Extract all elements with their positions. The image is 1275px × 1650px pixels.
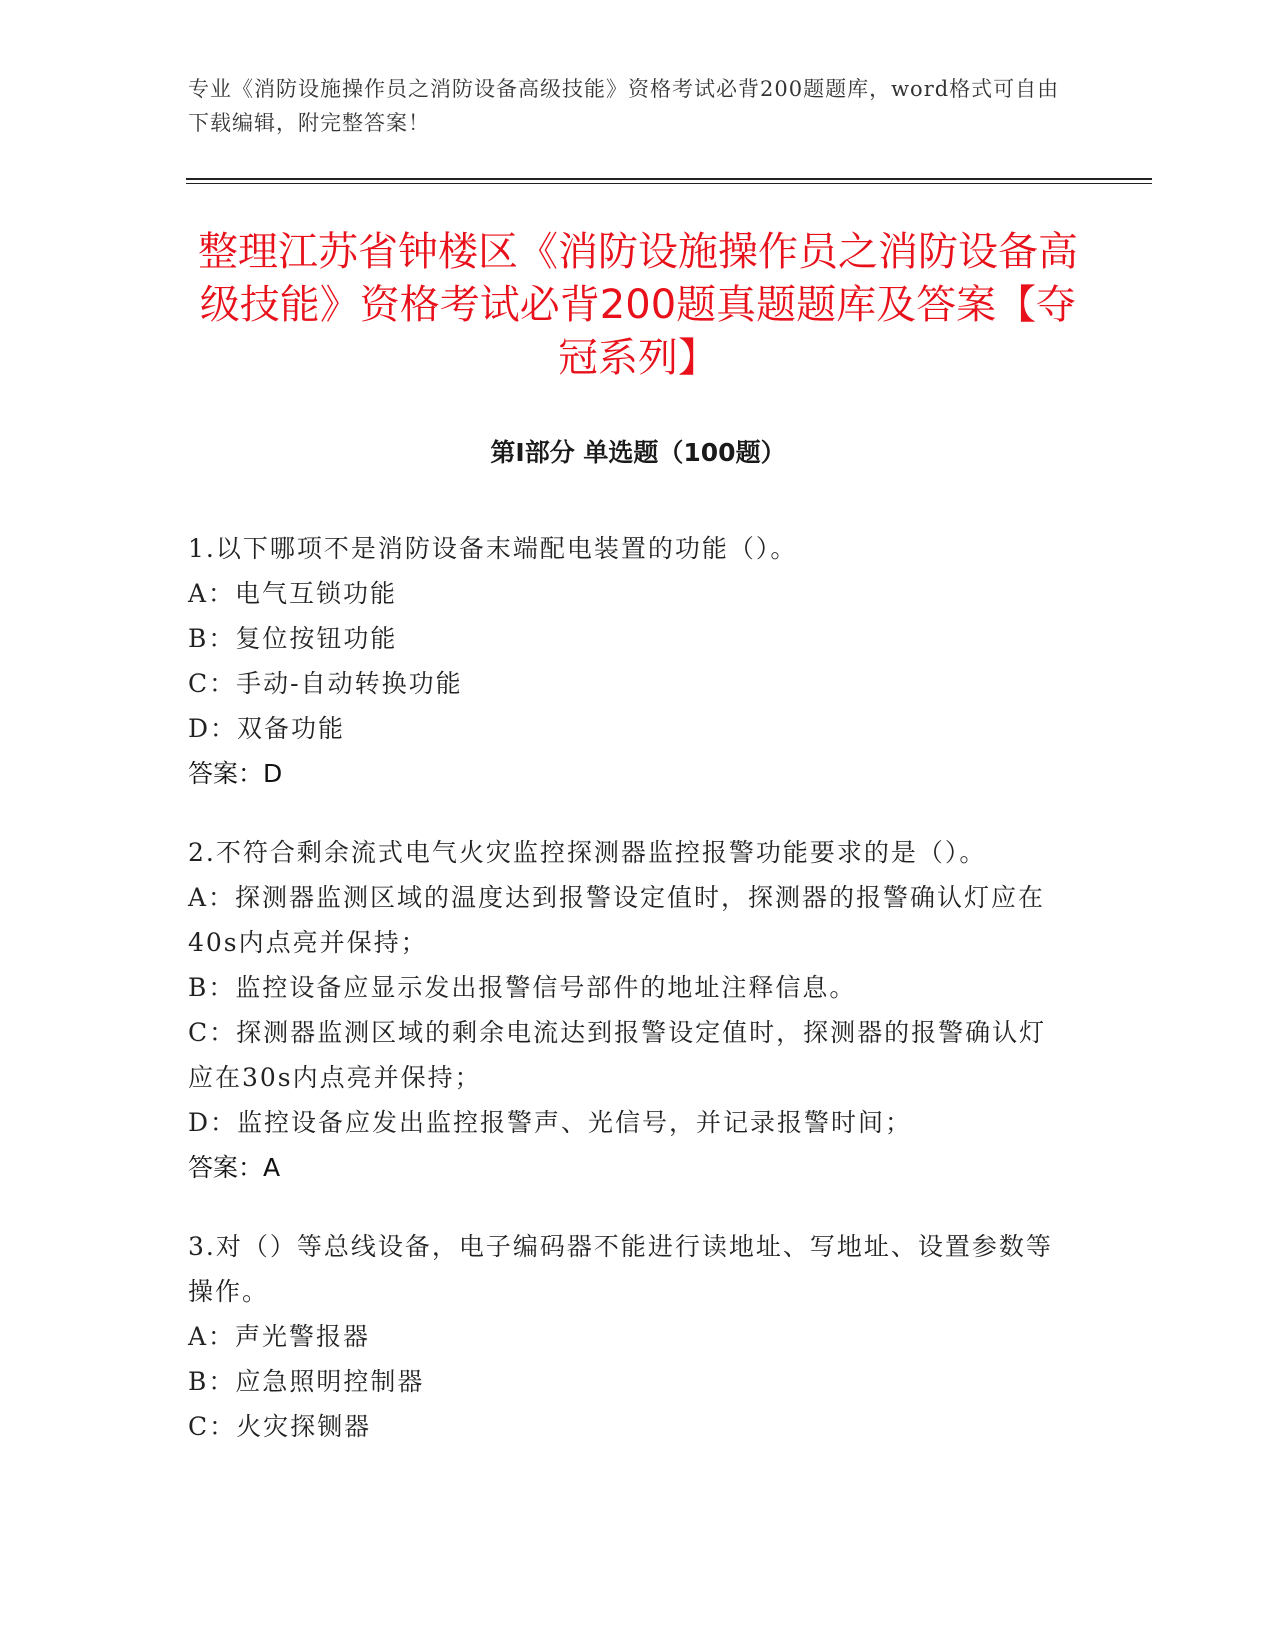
question-stem: 1.以下哪项不是消防设备末端配电装置的功能（）。: [188, 534, 798, 563]
option-c: C：探测器监测区域的剩余电流达到报警设定值时，探测器的报警确认灯应在30s内点亮并保持；: [188, 1018, 1047, 1092]
option-b: B：应急照明控制器: [188, 1367, 425, 1396]
question-2: [188, 830, 1068, 1190]
option-d: D：双备功能: [188, 714, 346, 743]
document-title: 整理江苏省钟楼区《消防设施操作员之消防设备高级技能》资格考试必背200题真题题库及答案【夺冠系列】: [198, 229, 1078, 381]
header-rule-thin: [186, 183, 1152, 184]
option-a: A：声光警报器: [188, 1322, 371, 1351]
question-3: [188, 1224, 1068, 1449]
answer-line: 答案：A: [188, 1153, 281, 1182]
header-rule-thick: [186, 178, 1152, 180]
option-d: D：监控设备应发出监控报警声、光信号，并记录报警时间；: [188, 1108, 913, 1137]
header-note: 专业《消防设施操作员之消防设备高级技能》资格考试必背200题题库，word格式可自由下载编辑，附完整答案！: [188, 77, 1060, 135]
question-stem: 3.对（）等总线设备，电子编码器不能进行读地址、写地址、设置参数等操作。: [188, 1232, 1053, 1306]
question-1: [188, 526, 1068, 796]
option-b: B：复位按钮功能: [188, 624, 398, 653]
option-a: A：电气互锁功能: [188, 579, 398, 608]
question-stem: 2.不符合剩余流式电气火灾监控探测器监控报警功能要求的是（）。: [188, 838, 987, 867]
question-list: [188, 526, 1068, 1483]
answer-line: 答案：D: [188, 759, 283, 788]
option-c: C：火灾探铡器: [188, 1412, 372, 1441]
option-c: C：手动-自动转换功能: [188, 669, 463, 698]
option-b: B：监控设备应显示发出报警信号部件的地址注释信息。: [188, 973, 857, 1002]
section-heading: 第Ⅰ部分 单选题（100题）: [490, 438, 786, 467]
option-a: A：探测器监测区域的温度达到报警设定值时，探测器的报警确认灯应在40s内点亮并保持；: [188, 883, 1046, 957]
